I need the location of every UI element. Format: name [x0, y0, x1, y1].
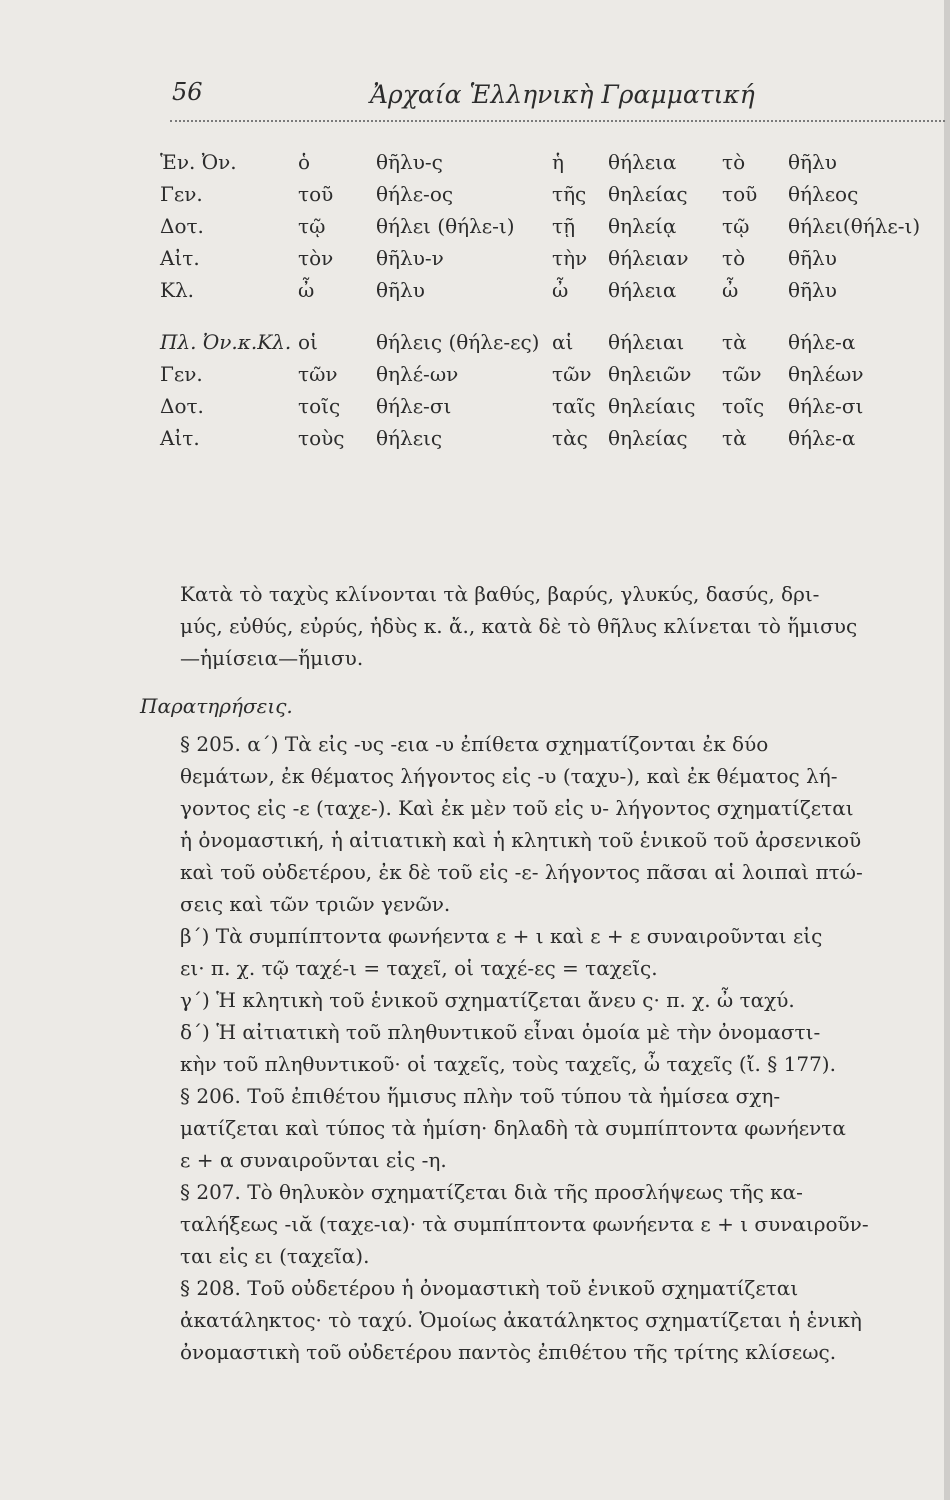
text-line: —ἡμίσεια—ἥμισυ.: [180, 646, 364, 670]
declension-cell-f-art: τὰς: [552, 426, 588, 450]
text-line: ἡ ὀνομαστική, ἡ αἰτιατικὴ καὶ ἡ κλητικὴ τοῦ ἑνικοῦ τοῦ ἀρσενικοῦ: [180, 828, 862, 852]
page-number: 56: [172, 78, 203, 106]
text-line: γ΄) Ἡ κλητικὴ τοῦ ἑνικοῦ σχηματίζεται ἄνευ ς· π. χ. ὦ ταχύ.: [180, 988, 795, 1012]
declension-cell-m-art: ὁ: [298, 150, 311, 174]
text-line: ται εἰς ει (ταχεῖα).: [180, 1244, 370, 1268]
declension-cell-case: Δοτ.: [160, 394, 204, 418]
declension-cell-f-art: ἡ: [552, 150, 564, 174]
text-line: ει· π. χ. τῷ ταχέ-ι = ταχεῖ, οἱ ταχέ-ες = ταχεῖς.: [180, 956, 658, 980]
declension-cell-f-art: τῆς: [552, 182, 587, 206]
declension-cell-m-art: τὸν: [298, 246, 334, 270]
declension-cell-case: Αἰτ.: [160, 426, 200, 450]
declension-cell-f-form: θηλειῶν: [608, 362, 692, 386]
declension-cell-f-art: αἱ: [552, 330, 574, 354]
declension-cell-n-form: θήλε-α: [788, 426, 856, 450]
declension-cell-n-form: θῆλυ: [788, 150, 837, 174]
note-paragraph: [140, 728, 940, 920]
declension-cell-m-art: τῷ: [298, 214, 326, 238]
declension-cell-n-art: τὸ: [722, 246, 746, 270]
declension-cell-f-form: θηλείᾳ: [608, 214, 677, 238]
declension-row: [150, 362, 945, 394]
declension-cell-m-form: θήλει (θήλε-ι): [376, 214, 515, 238]
declension-cell-f-form: θηλείας: [608, 426, 688, 450]
declension-cell-n-art: τῶν: [722, 362, 762, 386]
text-line: § 205. α΄) Τὰ εἰς -υς -εια -υ ἐπίθετα σχηματίζονται ἐκ δύο: [180, 732, 769, 756]
declension-cell-n-art: τῷ: [722, 214, 750, 238]
declension-row: [150, 278, 945, 310]
running-title: Ἀρχαία Ἑλληνικὴ Γραμματική: [370, 80, 755, 109]
declension-cell-f-form: θήλειαν: [608, 246, 689, 270]
declension-cell-f-form: θηλείας: [608, 182, 688, 206]
declension-cell-case: Δοτ.: [160, 214, 204, 238]
declension-cell-m-form: θήλε-σι: [376, 394, 452, 418]
text-line: ὀνομαστικὴ τοῦ οὐδετέρου παντὸς ἐπιθέτου τῆς τρίτης κλίσεως.: [180, 1340, 837, 1364]
declension-cell-n-form: θήλει(θήλε-ι): [788, 214, 921, 238]
declension-cell-f-art: τῶν: [552, 362, 592, 386]
notes-paragraphs: [140, 728, 940, 1368]
text-line: Κατὰ τὸ ταχὺς κλίνονται τὰ βαθύς, βαρύς, γλυκύς, δασύς, δρι-: [180, 582, 820, 606]
page-header: [170, 78, 930, 120]
declension-row: [150, 330, 945, 362]
declension-cell-m-art: τοῖς: [298, 394, 341, 418]
declension-cell-case: Κλ.: [160, 278, 194, 302]
declension-cell-f-form: θήλεια: [608, 150, 677, 174]
text-line: κὴν τοῦ πληθυντικοῦ· οἱ ταχεῖς, τοὺς ταχεῖς, ὦ ταχεῖς (ἴ. § 177).: [180, 1052, 836, 1076]
declension-cell-m-art: τῶν: [298, 362, 338, 386]
text-line: σεις καὶ τῶν τριῶν γενῶν.: [180, 892, 451, 916]
declension-cell-m-form: θῆλυ: [376, 278, 425, 302]
declension-cell-f-art: τὴν: [552, 246, 588, 270]
declension-cell-n-form: θηλέων: [788, 362, 864, 386]
note-paragraph: [140, 1016, 940, 1080]
declension-cell-n-art: τὰ: [722, 426, 747, 450]
text-line: δ΄) Ἡ αἰτιατικὴ τοῦ πληθυντικοῦ εἶναι ὁμοία μὲ τὴν ὀνομαστι-: [180, 1020, 821, 1044]
notes-heading: Παρατηρήσεις.: [140, 694, 293, 718]
declension-cell-m-form: θήλεις (θήλε-ες): [376, 330, 540, 354]
declension-cell-n-art: τοῦ: [722, 182, 758, 206]
note-paragraph: [140, 1272, 940, 1368]
note-paragraph: [140, 984, 940, 1016]
text-line: § 207. Τὸ θηλυκὸν σχηματίζεται διὰ τῆς προσλήψεως τῆς κα-: [180, 1180, 803, 1204]
declension-row: [150, 246, 945, 278]
text-line: ταλήξεως -ιᾰ (ταχε-ια)· τὰ συμπίπτοντα φωνήεντα ε + ι συναιροῦν-: [180, 1212, 869, 1236]
declension-cell-n-form: θήλε-σι: [788, 394, 864, 418]
declension-cell-m-form: θηλέ-ων: [376, 362, 459, 386]
body-text: [140, 578, 940, 1368]
declension-cell-m-form: θήλεις: [376, 426, 443, 450]
declension-cell-f-art: ταῖς: [552, 394, 596, 418]
note-paragraph: [140, 920, 940, 984]
declension-cell-case: Γεν.: [160, 362, 203, 386]
declension-cell-f-form: θήλειαι: [608, 330, 685, 354]
declension-cell-case: Γεν.: [160, 182, 203, 206]
declension-cell-m-art: τοῦ: [298, 182, 334, 206]
declension-cell-n-form: θῆλυ: [788, 278, 837, 302]
text-line: β΄) Τὰ συμπίπτοντα φωνήεντα ε + ι καὶ ε + ε συναιροῦνται εἰς: [180, 924, 823, 948]
text-line: § 208. Τοῦ οὐδετέρου ἡ ὀνομαστικὴ τοῦ ἑνικοῦ σχηματίζεται: [180, 1276, 799, 1300]
declension-cell-m-form: θήλε-ος: [376, 182, 454, 206]
declension-cell-n-art: ὦ: [722, 278, 739, 302]
text-line: μύς, εὐθύς, εὐρύς, ἡδὺς κ. ἄ., κατὰ δὲ τὸ θῆλυς κλίνεται τὸ ἥμισυς: [180, 614, 858, 638]
declension-row: [150, 426, 945, 458]
declension-row: [150, 182, 945, 214]
declension-cell-case: Αἰτ.: [160, 246, 200, 270]
declension-cell-f-art: ὦ: [552, 278, 569, 302]
declension-cell-n-art: τοῖς: [722, 394, 765, 418]
text-line: ε + α συναιροῦνται εἰς -η.: [180, 1148, 447, 1172]
declension-cell-case: Ἑν. Ὀν.: [160, 150, 237, 174]
declension-cell-n-form: θήλεος: [788, 182, 859, 206]
declension-cell-m-art: τοὺς: [298, 426, 345, 450]
declension-table: [150, 150, 945, 458]
header-rule: [170, 120, 945, 122]
declension-cell-m-art: οἱ: [298, 330, 318, 354]
text-line: § 206. Τοῦ ἐπιθέτου ἥμισυς πλὴν τοῦ τύπου τὰ ἡμίσεα σχη-: [180, 1084, 781, 1108]
declension-cell-n-form: θήλε-α: [788, 330, 856, 354]
declension-row: [150, 394, 945, 426]
declension-cell-f-form: θήλεια: [608, 278, 677, 302]
declension-cell-n-art: τὸ: [722, 150, 746, 174]
declension-cell-f-art: τῇ: [552, 214, 576, 238]
intro-paragraph: [140, 578, 940, 674]
text-line: θεμάτων, ἐκ θέματος λήγοντος εἰς -υ (ταχυ-), καὶ ἐκ θέματος λή-: [180, 764, 838, 788]
declension-cell-n-art: τὰ: [722, 330, 747, 354]
declension-row: [150, 214, 945, 246]
text-line: ματίζεται καὶ τύπος τὰ ἡμίση· δηλαδὴ τὰ συμπίπτοντα φωνήεντα: [180, 1116, 846, 1140]
text-line: καὶ τοῦ οὐδετέρου, ἐκ δὲ τοῦ εἰς -ε- λήγοντος πᾶσαι αἱ λοιπαὶ πτώ-: [180, 860, 863, 884]
text-line: γοντος εἰς -ε (ταχε-). Καὶ ἐκ μὲν τοῦ εἰς υ- λήγοντος σχηματίζεται: [180, 796, 854, 820]
declension-row: [150, 150, 945, 182]
text-line: ἀκατάληκτος· τὸ ταχύ. Ὁμοίως ἀκατάληκτος σχηματίζεται ἡ ἑνικὴ: [180, 1308, 862, 1332]
declension-cell-f-form: θηλείαις: [608, 394, 696, 418]
note-paragraph: [140, 1080, 940, 1176]
note-paragraph: [140, 1176, 940, 1272]
declension-cell-case: Πλ. Ὀν.κ.Κλ.: [160, 330, 292, 354]
declension-cell-m-form: θῆλυ-ν: [376, 246, 444, 270]
declension-cell-n-form: θῆλυ: [788, 246, 837, 270]
declension-cell-m-art: ὦ: [298, 278, 315, 302]
declension-cell-m-form: θῆλυ-ς: [376, 150, 443, 174]
